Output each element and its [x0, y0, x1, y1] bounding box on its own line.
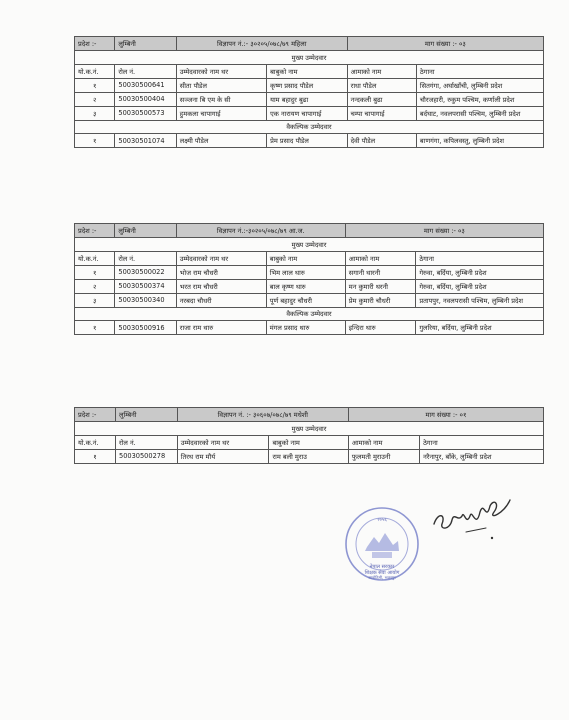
table-row: [75, 279, 544, 293]
table-row: [75, 265, 544, 279]
cell-father: पूर्ण बहादुर चौधरी: [266, 293, 345, 307]
table-header-row: [75, 37, 544, 51]
seal-line4: २०५६: [377, 518, 387, 523]
table-row: [75, 78, 544, 92]
cell-sn: ३: [75, 106, 115, 120]
cell-address: गुलरिया, बर्दिया, लुम्बिनी प्रदेश: [416, 321, 544, 335]
cell-father: कृष्ण प्रसाद पौडेल: [267, 78, 348, 92]
pradesh-label: प्रदेश :-: [75, 37, 115, 51]
pradesh-label: प्रदेश :-: [75, 408, 116, 422]
pradesh-value: लुम्बिनी: [115, 37, 176, 51]
cell-father: मंगल प्रसाद थारु: [266, 321, 345, 335]
cell-father: प्रेम प्रसाद पौडेल: [267, 134, 348, 148]
cell-father: याम बहादुर बुढा: [267, 92, 348, 106]
cell-name: राजा राम थारु: [176, 321, 266, 335]
table-row: [75, 134, 544, 148]
main-candidates-heading: मुख्य उम्मेदवार: [75, 422, 544, 436]
cell-father: एक नारायण चापागाई: [267, 106, 348, 120]
cell-name: सञ्जना बि एम के सी: [176, 92, 266, 106]
cell-roll: 50030500022: [115, 265, 176, 279]
cell-name: तिरथ राम मौर्य: [177, 449, 269, 463]
demand-count: माग संख्या :- ०३: [345, 224, 543, 238]
cell-mother: चम्पा चापागाई: [347, 106, 416, 120]
cell-roll: 50030501074: [115, 134, 176, 148]
col-sn: यो.क.नं.: [75, 251, 115, 265]
cell-roll: 50030500340: [115, 293, 176, 307]
seal-line2: शिक्षक सेवा आयोग: [364, 570, 400, 576]
main-candidates-heading: मुख्य उम्मेदवार: [75, 51, 544, 65]
column-header-row: [75, 64, 544, 78]
cell-sn: २: [75, 279, 115, 293]
result-table-2: [74, 223, 544, 335]
table-row: [75, 106, 544, 120]
col-father: बाबुको नाम: [269, 435, 348, 449]
result-table-1: [74, 36, 544, 148]
handwritten-signature: [428, 486, 518, 546]
cell-name: लक्ष्मी पौडेल: [176, 134, 266, 148]
cell-name: भोज राम चौधरी: [176, 265, 266, 279]
cell-sn: २: [75, 92, 115, 106]
cell-roll: 50030500278: [116, 449, 178, 463]
pradesh-value: लुम्बिनी: [116, 408, 178, 422]
col-sn: यो.क.नं.: [75, 435, 116, 449]
alternate-candidates-heading: वैकल्पिक उम्मेदवार: [75, 307, 544, 321]
cell-mother: मन कुमारी थरनी: [345, 279, 416, 293]
cell-sn: १: [75, 449, 116, 463]
demand-count: माग संख्या :- ०१: [348, 408, 543, 422]
cell-father: बाल कृष्ण थारु: [266, 279, 345, 293]
pradesh-label: प्रदेश :-: [75, 224, 115, 238]
col-sn: यो.क.नं.: [75, 64, 115, 78]
demand-count: माग संख्या :- ०३: [347, 37, 543, 51]
cell-roll: 50030500573: [115, 106, 176, 120]
cell-name: नरबदा चौधरी: [176, 293, 266, 307]
cell-address: गेरुवा, बर्दिया, लुम्बिनी प्रदेश: [416, 279, 544, 293]
col-father: बाबुको नाम: [266, 251, 345, 265]
col-mother: आमाको नाम: [347, 64, 416, 78]
pradesh-value: लुम्बिनी: [115, 224, 176, 238]
col-name: उम्मेदवारको नाम थर: [176, 251, 266, 265]
table-row: [75, 293, 544, 307]
table-row: [75, 321, 544, 335]
advert-number: विज्ञापन नं.:-३०२०५/०७८/७९ आ.ज.: [176, 224, 345, 238]
advert-number: विज्ञापन नं.:- ३०२०५/०७८/७९ महिला: [176, 37, 347, 51]
cell-name: भरत राम चौधरी: [176, 279, 266, 293]
col-roll: रोल नं.: [115, 251, 176, 265]
cell-roll: 50030500404: [115, 92, 176, 106]
table-row: [75, 449, 544, 463]
cell-address: बाणगंगा, कपिलवस्तु, लुम्बिनी प्रदेश: [416, 134, 543, 148]
col-address: ठेगाना: [420, 435, 544, 449]
cell-mother: प्रेम कुमारी चौधरी: [345, 293, 416, 307]
cell-mother: राधा पौडेल: [347, 78, 416, 92]
cell-mother: इन्दिरा थारु: [345, 321, 416, 335]
cell-address: नरैनापुर, बाँके, लुम्बिनी प्रदेश: [420, 449, 544, 463]
cell-sn: १: [75, 78, 115, 92]
table-header-row: [75, 408, 544, 422]
col-roll: रोल नं.: [115, 64, 176, 78]
cell-name: हुमकला चापागाई: [176, 106, 266, 120]
cell-roll: 50030500641: [115, 78, 176, 92]
cell-roll: 50030500916: [115, 321, 176, 335]
cell-sn: १: [75, 321, 115, 335]
cell-sn: १: [75, 134, 115, 148]
column-header-row: [75, 435, 544, 449]
cell-father: राम बली मुराउ: [269, 449, 348, 463]
col-mother: आमाको नाम: [345, 251, 416, 265]
cell-roll: 50030500374: [115, 279, 176, 293]
col-mother: आमाको नाम: [348, 435, 419, 449]
cell-father: भिम लाल थारु: [266, 265, 345, 279]
alternate-candidates-heading: वैकल्पिक उम्मेदवार: [75, 120, 544, 134]
column-header-row: [75, 251, 544, 265]
cell-mother: सगानी थारनी: [345, 265, 416, 279]
cell-name: सीता पौडेल: [176, 78, 266, 92]
cell-address: गेरुवा, बर्दिया, लुम्बिनी प्रदेश: [416, 265, 544, 279]
cell-mother: देवी पौडेल: [347, 134, 416, 148]
official-seal: [343, 505, 421, 583]
seal-line3: सानोठिमी, भक्तपुर: [368, 575, 396, 580]
col-father: बाबुको नाम: [267, 64, 348, 78]
col-name: उम्मेदवारको नाम थर: [176, 64, 266, 78]
col-address: ठेगाना: [416, 64, 543, 78]
table-row: [75, 92, 544, 106]
seal-line1: नेपाल सरकार: [369, 564, 395, 570]
cell-address: सितगंगा, अर्घाखाँची, लुम्बिनी प्रदेश: [416, 78, 543, 92]
result-table-3: [74, 407, 544, 464]
cell-mother: नन्दकली बुढा: [347, 92, 416, 106]
main-candidates-heading: मुख्य उम्मेदवार: [75, 238, 544, 252]
cell-address: बर्दघाट, नवलपरासी पश्चिम, लुम्बिनी प्रदेश: [416, 106, 543, 120]
cell-sn: ३: [75, 293, 115, 307]
col-address: ठेगाना: [416, 251, 544, 265]
cell-address: चौरजहारी, रुकुम पश्चिम, कर्णाली प्रदेश: [416, 92, 543, 106]
cell-mother: फुलमती मुराउनी: [348, 449, 419, 463]
col-roll: रोल नं.: [116, 435, 178, 449]
cell-sn: १: [75, 265, 115, 279]
cell-address: प्रतापपुर, नवलपरासी पश्चिम, लुम्बिनी प्रदेश: [416, 293, 544, 307]
table-header-row: [75, 224, 544, 238]
advert-number: विज्ञापन नं. :- ३०६०७/०७८/७९ मधेशी: [177, 408, 348, 422]
col-name: उम्मेदवारको नाम थर: [177, 435, 269, 449]
